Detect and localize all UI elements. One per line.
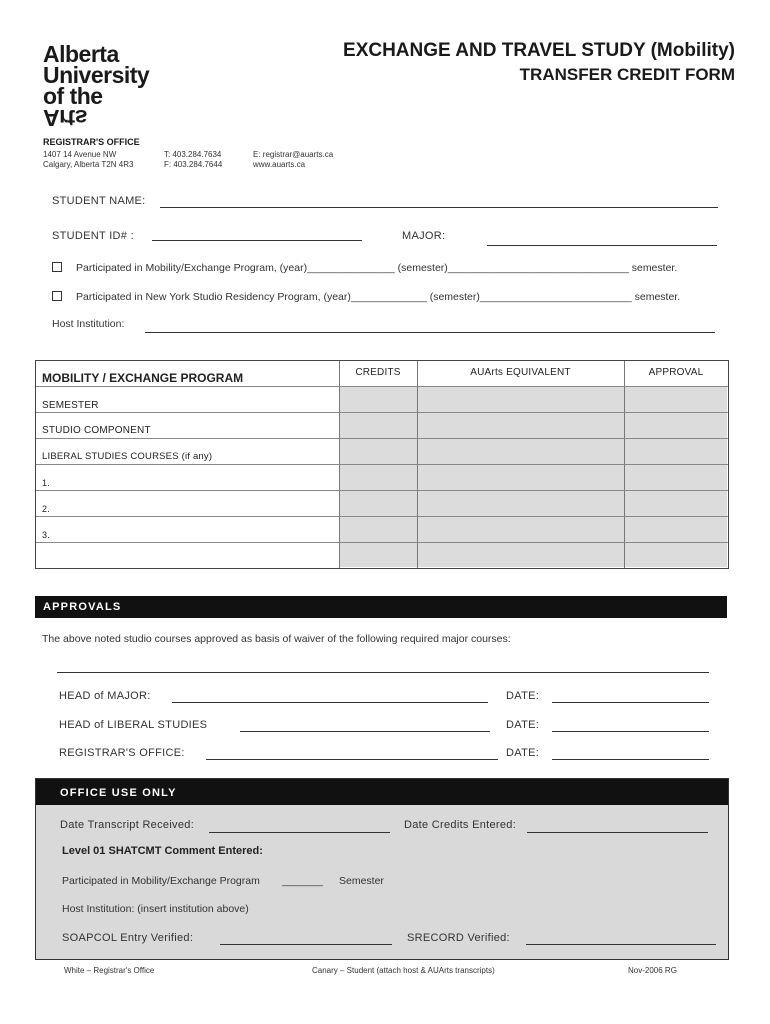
srecord-field[interactable] [526,944,716,945]
footer-revision: Nov-2006 RG [628,966,677,975]
semester-label: Semester [339,875,384,887]
level-comment-label: Level 01 SHATCMT Comment Entered: [62,845,263,857]
table-header-credits: CREDITS [355,367,401,378]
table-row-1: 1. [42,478,50,488]
table-header-equivalent: AUArts EQUIVALENT [470,367,571,378]
mobility-program-text: Participated in Mobility/Exchange Program, (year)_______________ (semester)_______________________________ semester. [76,262,678,274]
form-title: EXCHANGE AND TRAVEL STUDY (Mobility) [343,40,735,61]
approvals-heading: APPROVALS [43,601,122,613]
logo-line-4: Arts [43,105,88,131]
head-of-liberal-label: HEAD of LIBERAL STUDIES [59,719,208,731]
soapcol-label: SOAPCOL Entry Verified: [62,932,194,944]
table-row-3: 3. [42,530,50,540]
student-name-label: STUDENT NAME: [52,195,146,207]
university-logo [43,41,150,131]
registrar-office-label: REGISTRAR'S OFFICE: [59,747,185,759]
logo-line-3: of the [43,83,103,109]
semester-blank[interactable]: _______ [282,875,323,887]
required-courses-field[interactable] [57,672,709,673]
date-label-3: DATE: [506,747,540,759]
office-use-heading: OFFICE USE ONLY [60,787,177,799]
host-institution-label: Host Institution: [52,318,125,330]
credits-entered-label: Date Credits Entered: [404,819,517,831]
logo-line-2: University [43,62,150,88]
office-address [43,150,133,170]
approvals-bar [35,596,727,618]
table-header-approval: APPROVAL [648,367,704,378]
table-shaded-area [339,386,727,567]
table-row-studio: STUDIO COMPONENT [42,425,151,436]
table-header-program: MOBILITY / EXCHANGE PROGRAM [42,371,244,385]
footer-white-copy: White – Registrar's Office [64,966,155,975]
transcript-received-label: Date Transcript Received: [60,819,195,831]
soapcol-field[interactable] [220,944,392,945]
srecord-label: SRECORD Verified: [407,932,510,944]
office-phones [164,150,222,170]
student-id-field[interactable] [152,240,362,241]
address-line-1: 1407 14 Avenue NW [43,150,117,159]
newyork-program-text: Participated in New York Studio Residency Program, (year)_____________ (semester)__________________________ semester. [76,291,681,303]
phone-number: T: 403.284.7634 [164,150,222,159]
newyork-checkbox[interactable] [52,291,62,301]
date-field-3[interactable] [552,759,709,760]
logo-line-1: Alberta [43,41,119,67]
credits-entered-field[interactable] [527,832,708,833]
office-use-bar [36,779,728,805]
table-row-semester: SEMESTER [42,400,99,411]
registrar-office-heading: REGISTRAR'S OFFICE [43,137,140,147]
approvals-statement: The above noted studio courses approved as basis of waiver of the following required major courses: [42,633,511,645]
date-label-2: DATE: [506,719,540,731]
student-id-label: STUDENT ID# : [52,230,134,242]
head-of-liberal-field[interactable] [240,731,490,732]
email-address: E: registrar@auarts.ca [253,150,334,159]
major-field[interactable] [487,245,717,246]
mobility-checkbox[interactable] [52,262,62,272]
participated-label: Participated in Mobility/Exchange Program [62,875,260,887]
date-label-1: DATE: [506,690,540,702]
host-institution-field[interactable] [145,332,715,333]
head-of-major-label: HEAD of MAJOR: [59,690,151,702]
head-of-major-field[interactable] [172,702,488,703]
address-line-2: Calgary, Alberta T2N 4R3 [43,160,134,169]
office-use-panel [35,778,729,960]
registrar-office-field[interactable] [206,759,498,760]
transfer-credit-table [35,360,729,569]
website: www.auarts.ca [253,160,306,169]
table-row-2: 2. [42,504,50,514]
host-institution-note: Host Institution: (insert institution above) [62,903,249,915]
office-contact [253,150,333,170]
transcript-received-field[interactable] [209,832,390,833]
major-label: MAJOR: [402,230,446,242]
date-field-2[interactable] [552,731,709,732]
footer-canary-copy: Canary – Student (attach host & AUArts transcripts) [312,966,495,975]
date-field-1[interactable] [552,702,709,703]
table-row-liberal: LIBERAL STUDIES COURSES (if any) [42,451,213,462]
fax-number: F: 403.284.7644 [164,160,223,169]
student-name-field[interactable] [160,207,718,208]
form-subtitle: TRANSFER CREDIT FORM [519,65,735,84]
